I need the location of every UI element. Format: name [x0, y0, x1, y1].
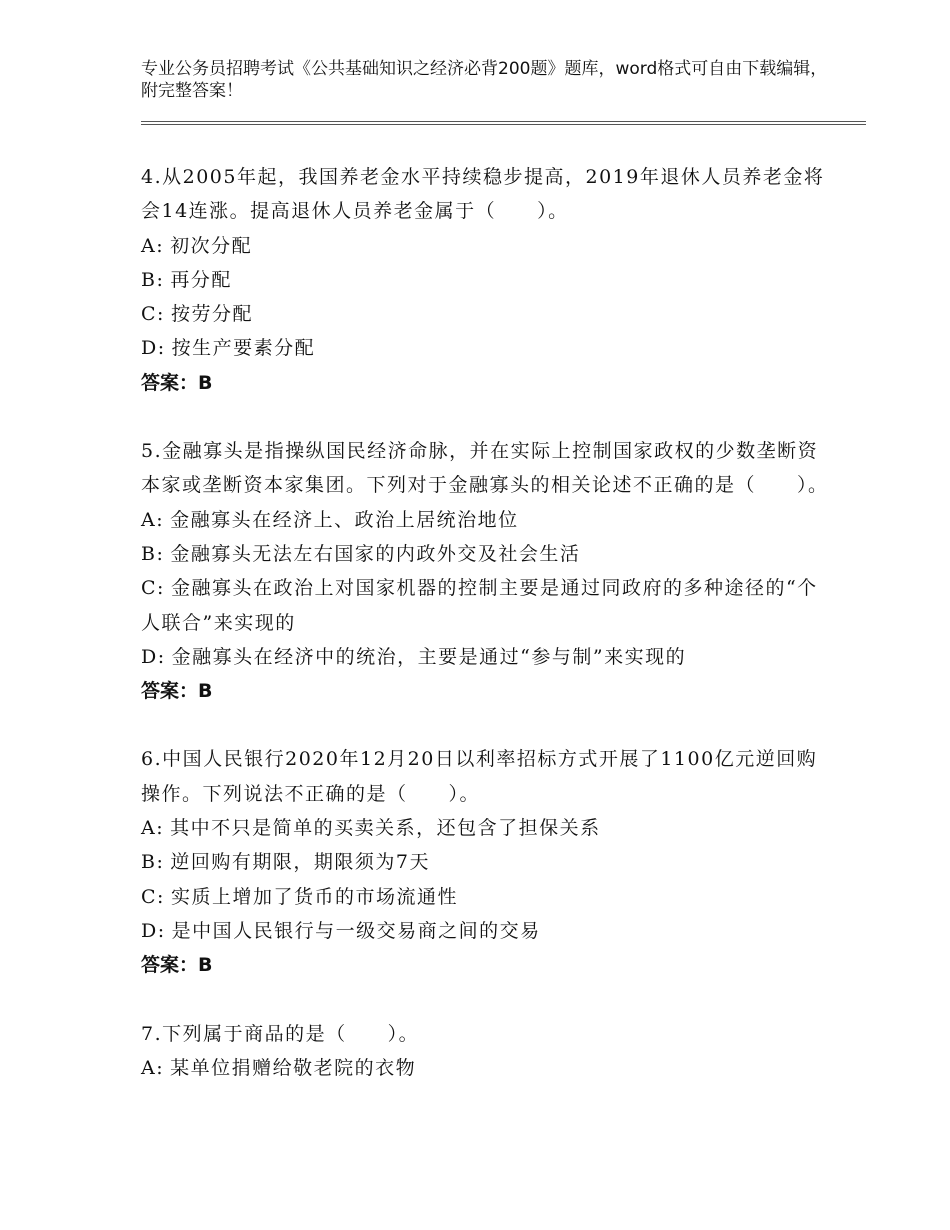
option-letter: B:	[141, 851, 165, 874]
question-5	[141, 434, 831, 708]
question-list	[141, 160, 831, 1119]
option-letter: B:	[141, 542, 165, 565]
answer: 答案：B	[141, 371, 213, 394]
option-a	[141, 503, 831, 537]
option-letter: D:	[141, 337, 166, 360]
option-letter: C:	[141, 885, 165, 908]
option-letter: A:	[141, 1056, 165, 1079]
question-4	[141, 160, 831, 400]
option-letter: C:	[141, 303, 165, 326]
option-b	[141, 845, 831, 879]
option-letter: A:	[141, 817, 165, 840]
option-text: 某单位捐赠给敬老院的衣物	[170, 1056, 417, 1079]
option-text: 按劳分配	[170, 303, 253, 326]
option-d	[141, 640, 831, 674]
question-6	[141, 742, 831, 982]
option-letter: A:	[141, 508, 165, 531]
option-a	[141, 229, 831, 263]
option-b	[141, 263, 831, 297]
option-a	[141, 811, 831, 845]
option-c	[141, 571, 831, 640]
option-c	[141, 880, 831, 914]
answer: 答案：B	[141, 680, 213, 703]
document-header: 专业公务员招聘考试《公共基础知识之经济必背200题》题库，word格式可自由下载编辑，附完整答案！	[141, 59, 828, 101]
option-d	[141, 331, 831, 365]
question-stem: 6.中国人民银行2020年12月20日以利率招标方式开展了1100亿元逆回购操作。下列说法不正确的是（ ）。	[141, 748, 818, 805]
option-text: 逆回购有期限，期限须为7天	[170, 851, 430, 874]
header-divider	[141, 121, 866, 125]
option-letter: C:	[141, 577, 165, 600]
option-letter: D:	[141, 919, 166, 942]
option-text: 金融寡头在经济中的统治，主要是通过“参与制”来实现的	[171, 645, 687, 668]
option-text: 其中不只是简单的买卖关系，还包含了担保关系	[170, 817, 601, 840]
option-text: 再分配	[170, 268, 232, 291]
option-letter: A:	[141, 234, 165, 257]
option-b	[141, 537, 831, 571]
answer: 答案：B	[141, 954, 213, 977]
option-d	[141, 914, 831, 948]
option-text: 金融寡头无法左右国家的内政外交及社会生活	[170, 542, 581, 565]
question-7	[141, 1017, 831, 1086]
option-text: 实质上增加了货币的市场流通性	[170, 885, 458, 908]
option-text: 按生产要素分配	[171, 337, 316, 360]
question-stem: 4.从2005年起，我国养老金水平持续稳步提高，2019年退休人员养老金将会14连涨。提高退休人员养老金属于（ ）。	[141, 166, 825, 223]
option-text: 金融寡头在经济上、政治上居统治地位	[170, 508, 519, 531]
option-text: 是中国人民银行与一级交易商之间的交易	[171, 919, 541, 942]
option-a	[141, 1051, 831, 1085]
question-stem: 7.下列属于商品的是（ ）。	[141, 1022, 420, 1045]
option-letter: B:	[141, 268, 165, 291]
option-text: 金融寡头在政治上对国家机器的控制主要是通过同政府的多种途径的“个人联合”来实现的	[141, 577, 818, 634]
option-c	[141, 297, 831, 331]
option-letter: D:	[141, 645, 166, 668]
question-stem: 5.金融寡头是指操纵国民经济命脉，并在实际上控制国家政权的少数垄断资本家或垄断资本家集团。下列对于金融寡头的相关论述不正确的是（ ）。	[141, 440, 829, 497]
option-text: 初次分配	[170, 234, 253, 257]
